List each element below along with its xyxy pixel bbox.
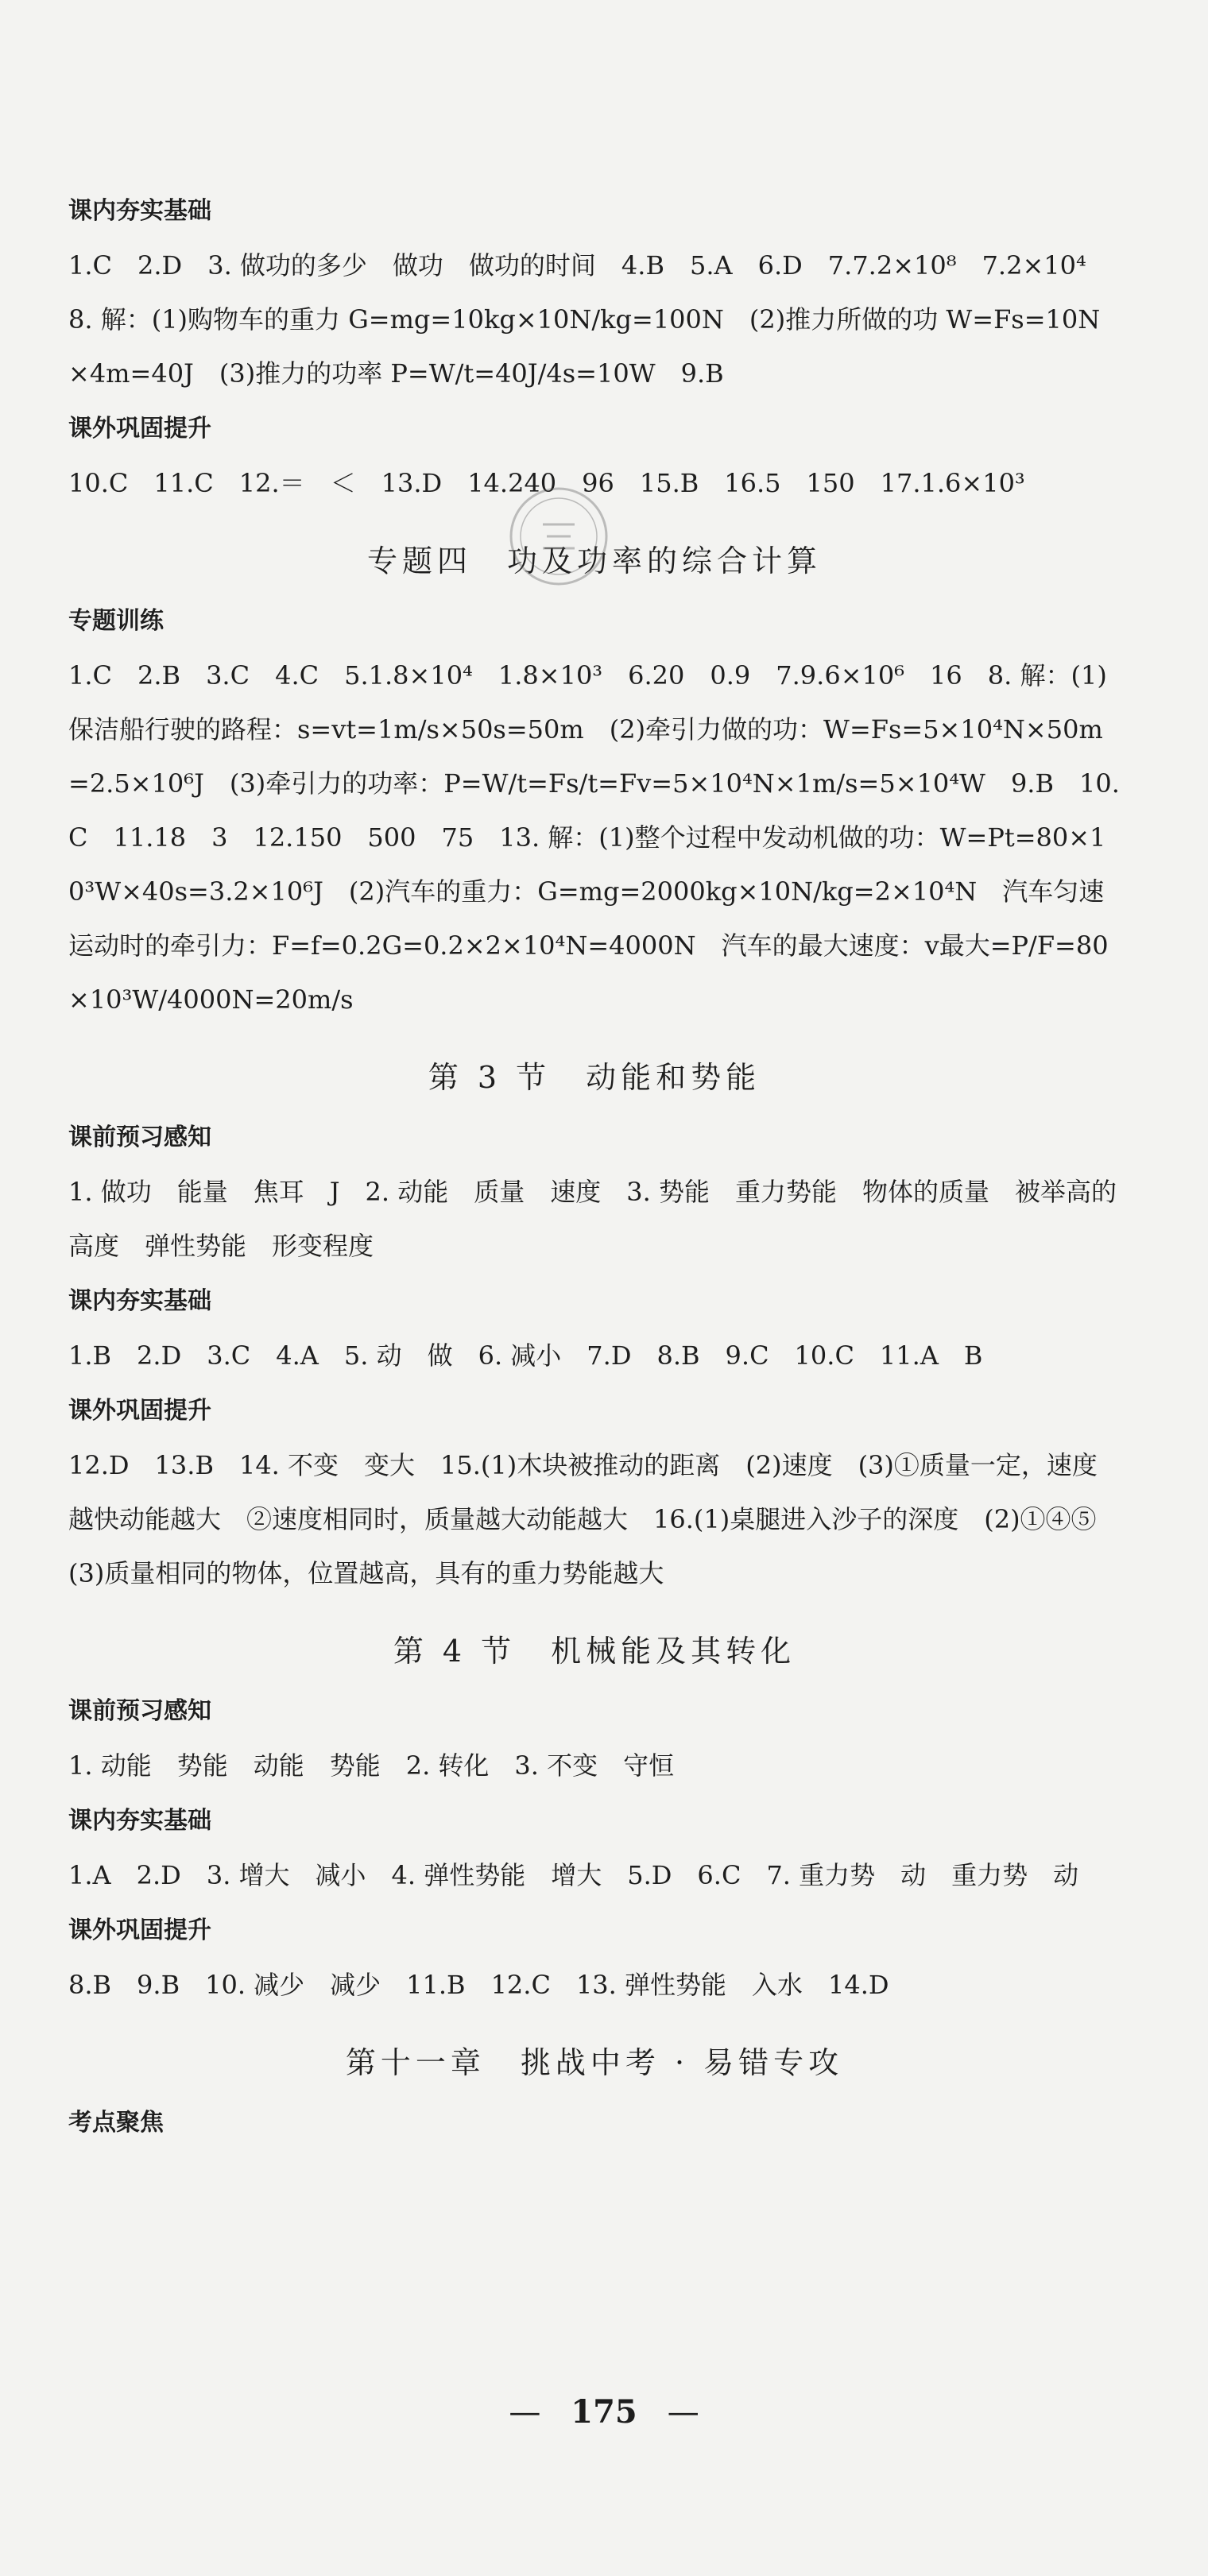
section-title: 第十一章 挑战中考 · 易错专攻 xyxy=(345,2045,844,2080)
section-heading: 课外巩固提升 xyxy=(68,415,211,443)
answer-paragraph: 1.A 2.D 3. 增大 减小 4. 弹性势能 增大 5.D 6.C 7. 重力势 动 重力势 动 xyxy=(68,1860,1079,1890)
library-stamp-image xyxy=(499,477,618,596)
section-heading: 专题训练 xyxy=(68,607,164,635)
section-title: 专题四 功及功率的综合计算 xyxy=(366,543,822,578)
footer-dash-right: — xyxy=(667,2394,699,2431)
answer-paragraph: 1.C 2.D 3. 做功的多少 做功 做功的时间 4.B 5.A 6.D 7.7.2×10⁸ 7.2×10⁴ 8. 解：(1)购物车的重力 G=mg=10kg×10N/kg=100N (2)推力所做的功 W=Fs=10N×4m=40J (3)推力的功率 P=W/t=40J/4s=10W 9.B xyxy=(68,250,1112,389)
section-title: 第 4 节 机械能及其转化 xyxy=(393,1634,796,1669)
section-heading: 课前预习感知 xyxy=(68,1697,211,1725)
section-title: 第 3 节 动能和势能 xyxy=(428,1060,761,1095)
section-heading: 课前预习感知 xyxy=(68,1124,211,1151)
footer-dash-left: — xyxy=(509,2394,541,2431)
answer-paragraph: 1.C 2.B 3.C 4.C 5.1.8×10⁴ 1.8×10³ 6.20 0.9 7.9.6×10⁶ 16 8. 解：(1)保洁船行驶的路程：s=vt=1m/s×50s=50m (2)牵引力做的功：W=Fs=5×10⁴N×50m=2.5×10⁶J (3)牵引力的功率：P=W/t=Fs/t=Fv=5×10⁴N×1m/s=5×10⁴W 9.B 10.C 11.18 3 12.150 500 75 13. 解：(1)整个过程中发动机做的功：W=Pt=80×10³W×40s=3.2×10⁶J (2)汽车的重力：G=mg=2000kg×10N/kg=2×10⁴N 汽车匀速运动时的牵引力：F=f=0.2G=0.2×2×10⁴N=4000N 汽车的最大速度：v最大=P/F=80×10³W/4000N=20m/s xyxy=(68,660,1120,1015)
page-number: 175 xyxy=(571,2393,637,2431)
answer-paragraph: 1.B 2.D 3.C 4.A 5. 动 做 6. 减小 7.D 8.B 9.C 10.C 11.A B xyxy=(68,1340,983,1371)
section-heading: 课外巩固提升 xyxy=(68,1397,211,1425)
page-number-footer xyxy=(0,2393,1208,2431)
answer-paragraph: 8.B 9.B 10. 减少 减少 11.B 12.C 13. 弹性势能 入水 14.D xyxy=(68,1970,889,2000)
section-heading: 课外巩固提升 xyxy=(68,1917,211,1944)
section-heading: 考点聚焦 xyxy=(68,2109,164,2137)
answer-paragraph: 1. 做功 能量 焦耳 J 2. 动能 质量 速度 3. 势能 重力势能 物体的质量 被举高的高度 弹性势能 形变程度 xyxy=(68,1177,1117,1261)
answer-paragraph: 10.C 11.C 12.＝ ＜ 13.D 14.240 96 15.B 16.5 150 17.1.6×10³ xyxy=(68,468,1025,498)
section-heading: 课内夯实基础 xyxy=(68,197,211,225)
section-heading: 课内夯实基础 xyxy=(68,1807,211,1835)
section-heading: 课内夯实基础 xyxy=(68,1287,211,1315)
answer-paragraph: 1. 动能 势能 动能 势能 2. 转化 3. 不变 守恒 xyxy=(68,1750,675,1781)
answer-paragraph: 12.D 13.B 14. 不变 变大 15.(1)木块被推动的距离 (2)速度 (3)①质量一定，速度越快动能越大 ②速度相同时，质量越大动能越大 16.(1)桌腿进入沙子的深度 (2)①④⑤ (3)质量相同的物体，位置越高，具有的重力势能越大 xyxy=(68,1450,1122,1588)
